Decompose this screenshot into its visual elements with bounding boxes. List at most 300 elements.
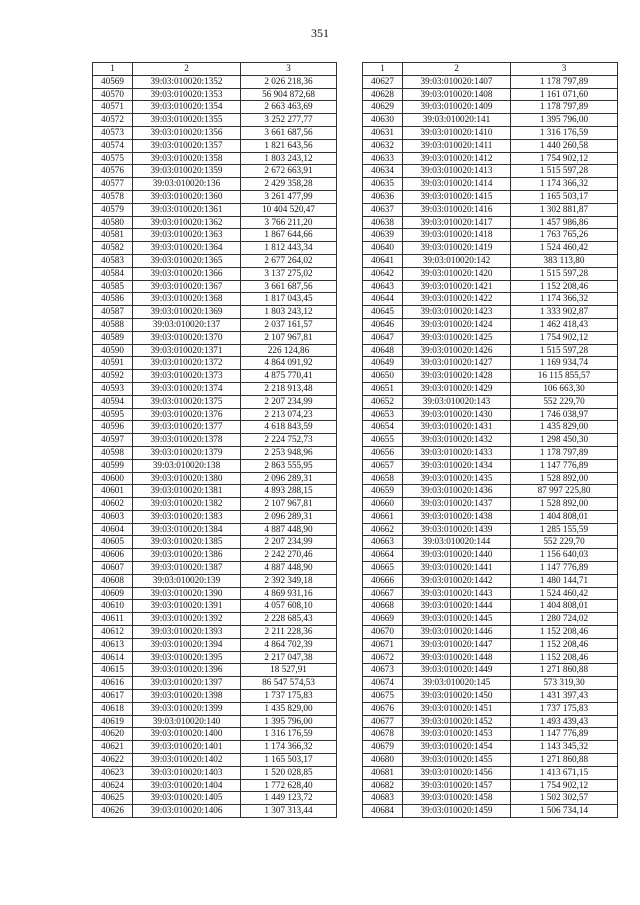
row-number-cell: 40610 [93,600,133,613]
row-number-cell: 40619 [93,715,133,728]
cadastral-number-cell: 39:03:010020:1434 [403,459,511,472]
value-cell: 1 316 176,59 [511,126,618,139]
value-cell: 1 737 175,83 [511,702,618,715]
cadastral-number-cell: 39:03:010020:1356 [133,126,241,139]
table-row [93,638,337,651]
table-row [93,715,337,728]
table-row [93,88,337,101]
cadastral-number-cell: 39:03:010020:1427 [403,357,511,370]
value-cell: 552 229,70 [511,536,618,549]
value-cell: 16 115 855,57 [511,370,618,383]
cadastral-number-cell: 39:03:010020:1407 [403,75,511,88]
cadastral-number-cell: 39:03:010020:1373 [133,370,241,383]
row-number-cell: 40644 [363,293,403,306]
row-number-cell: 40634 [363,165,403,178]
row-number-cell: 40571 [93,101,133,114]
cadastral-number-cell: 39:03:010020:1402 [133,754,241,767]
row-number-cell: 40627 [363,75,403,88]
table-row [363,485,618,498]
table-row [93,690,337,703]
value-cell: 4 057 608,10 [241,600,337,613]
value-cell: 1 431 397,43 [511,690,618,703]
cadastral-number-cell: 39:03:010020:1428 [403,370,511,383]
value-cell: 1 462 418,43 [511,318,618,331]
page-number: 351 [311,26,329,40]
table-row [93,242,337,255]
cadastral-number-cell: 39:03:010020:1358 [133,152,241,165]
table-row [93,421,337,434]
value-cell: 1 143 345,32 [511,741,618,754]
cadastral-number-cell: 39:03:010020:1437 [403,498,511,511]
value-cell: 2 228 685,43 [241,613,337,626]
cadastral-number-cell: 39:03:010020:1419 [403,242,511,255]
value-cell: 226 124,86 [241,344,337,357]
cadastral-number-cell: 39:03:010020:1451 [403,702,511,715]
value-cell: 1 152 208,46 [511,638,618,651]
table-row [93,664,337,677]
row-number-cell: 40592 [93,370,133,383]
value-cell: 2 429 358,28 [241,178,337,191]
table-row [363,139,618,152]
cadastral-number-cell: 39:03:010020:1424 [403,318,511,331]
cadastral-number-cell: 39:03:010020:1447 [403,638,511,651]
value-cell: 2 213 074,23 [241,408,337,421]
row-number-cell: 40652 [363,395,403,408]
value-cell: 1 502 302,57 [511,792,618,805]
cadastral-number-cell: 39:03:010020:1439 [403,523,511,536]
cadastral-number-cell: 39:03:010020:1372 [133,357,241,370]
table-row [363,280,618,293]
value-cell: 1 754 902,12 [511,779,618,792]
value-cell: 1 285 155,59 [511,523,618,536]
cadastral-number-cell: 39:03:010020:1377 [133,421,241,434]
row-number-cell: 40677 [363,715,403,728]
value-cell: 1 493 439,43 [511,715,618,728]
table-row [93,306,337,319]
table-row [93,459,337,472]
row-number-cell: 40625 [93,792,133,805]
table-row [363,357,618,370]
cadastral-number-cell: 39:03:010020:1367 [133,280,241,293]
cadastral-number-cell: 39:03:010020:1457 [403,779,511,792]
row-number-cell: 40593 [93,382,133,395]
row-number-cell: 40585 [93,280,133,293]
table-row [93,651,337,664]
column-header-cadastral-number: 2 [403,63,511,76]
value-cell: 2 218 913,48 [241,382,337,395]
cadastral-number-cell: 39:03:010020:1376 [133,408,241,421]
table-row [93,626,337,639]
row-number-cell: 40666 [363,574,403,587]
row-number-cell: 40590 [93,344,133,357]
table-row [363,446,618,459]
table-row [93,190,337,203]
value-cell: 1 515 597,28 [511,267,618,280]
row-number-cell: 40648 [363,344,403,357]
row-number-cell: 40591 [93,357,133,370]
row-number-cell: 40655 [363,434,403,447]
cadastral-number-cell: 39:03:010020:1431 [403,421,511,434]
value-cell: 2 242 270,46 [241,549,337,562]
row-number-cell: 40622 [93,754,133,767]
cadastral-number-cell: 39:03:010020:1453 [403,728,511,741]
cadastral-number-cell: 39:03:010020:1365 [133,254,241,267]
value-cell: 2 096 289,31 [241,510,337,523]
row-number-cell: 40578 [93,190,133,203]
cadastral-number-cell: 39:03:010020:138 [133,459,241,472]
cadastral-number-cell: 39:03:010020:1413 [403,165,511,178]
table-row [363,702,618,715]
table-row [363,805,618,818]
value-cell: 1 515 597,28 [511,344,618,357]
value-cell: 2 677 264,02 [241,254,337,267]
value-cell: 1 435 829,00 [241,702,337,715]
cadastral-number-cell: 39:03:010020:1374 [133,382,241,395]
table-row [93,229,337,242]
cadastral-number-cell: 39:03:010020:1366 [133,267,241,280]
table-row [363,126,618,139]
value-cell: 56 904 872,68 [241,88,337,101]
table-row [363,434,618,447]
row-number-cell: 40572 [93,114,133,127]
cadastral-number-cell: 39:03:010020:1361 [133,203,241,216]
row-number-cell: 40671 [363,638,403,651]
row-number-cell: 40607 [93,562,133,575]
cadastral-number-cell: 39:03:010020:1435 [403,472,511,485]
value-cell: 1 524 460,42 [511,242,618,255]
cadastral-number-cell: 39:03:010020:143 [403,395,511,408]
cadastral-number-cell: 39:03:010020:1433 [403,446,511,459]
row-number-cell: 40645 [363,306,403,319]
cadastral-number-cell: 39:03:010020:1418 [403,229,511,242]
table-row [363,754,618,767]
table-row [363,318,618,331]
row-number-cell: 40670 [363,626,403,639]
cadastral-number-cell: 39:03:010020:1442 [403,574,511,587]
table-row [93,357,337,370]
table-row [93,728,337,741]
cadastral-number-cell: 39:03:010020:1380 [133,472,241,485]
row-number-cell: 40580 [93,216,133,229]
cadastral-number-cell: 39:03:010020:1423 [403,306,511,319]
value-cell: 1 520 028,85 [241,766,337,779]
value-cell: 1 812 443,34 [241,242,337,255]
row-number-cell: 40663 [363,536,403,549]
row-number-cell: 40639 [363,229,403,242]
cadastral-number-cell: 39:03:010020:1430 [403,408,511,421]
table-row [93,472,337,485]
row-number-cell: 40612 [93,626,133,639]
value-cell: 4 618 843,59 [241,421,337,434]
value-cell: 1 316 176,59 [241,728,337,741]
value-cell: 4 864 702,39 [241,638,337,651]
value-cell: 2 253 948,96 [241,446,337,459]
cadastral-number-cell: 39:03:010020:1408 [403,88,511,101]
cadastral-number-cell: 39:03:010020:1394 [133,638,241,651]
table-row [363,114,618,127]
row-number-cell: 40608 [93,574,133,587]
row-number-cell: 40684 [363,805,403,818]
cadastral-number-cell: 39:03:010020:1359 [133,165,241,178]
cadastral-table-left [92,62,337,818]
table-row [363,101,618,114]
row-number-cell: 40642 [363,267,403,280]
value-cell: 106 663,30 [511,382,618,395]
table-row [363,766,618,779]
cadastral-number-cell: 39:03:010020:1375 [133,395,241,408]
row-number-cell: 40576 [93,165,133,178]
cadastral-number-cell: 39:03:010020:1378 [133,434,241,447]
table-row [363,472,618,485]
value-cell: 1 165 503,17 [511,190,618,203]
value-cell: 87 997 225,80 [511,485,618,498]
table-row [363,267,618,280]
row-number-cell: 40651 [363,382,403,395]
cadastral-number-cell: 39:03:010020:1352 [133,75,241,88]
cadastral-number-cell: 39:03:010020:1385 [133,536,241,549]
cadastral-number-cell: 39:03:010020:1429 [403,382,511,395]
cadastral-number-cell: 39:03:010020:140 [133,715,241,728]
table-row [93,331,337,344]
value-cell: 1 169 934,74 [511,357,618,370]
cadastral-number-cell: 39:03:010020:1421 [403,280,511,293]
row-number-cell: 40682 [363,779,403,792]
table-row [363,741,618,754]
cadastral-number-cell: 39:03:010020:1405 [133,792,241,805]
table-row [363,613,618,626]
cadastral-table-right [362,62,618,818]
table-row [93,613,337,626]
value-cell: 4 893 288,15 [241,485,337,498]
cadastral-number-cell: 39:03:010020:1363 [133,229,241,242]
row-number-cell: 40602 [93,498,133,511]
value-cell: 1 413 671,15 [511,766,618,779]
table-row [363,510,618,523]
cadastral-number-cell: 39:03:010020:1426 [403,344,511,357]
cadastral-number-cell: 39:03:010020:1364 [133,242,241,255]
row-number-cell: 40604 [93,523,133,536]
row-number-cell: 40617 [93,690,133,703]
value-cell: 383 113,80 [511,254,618,267]
cadastral-number-cell: 39:03:010020:1415 [403,190,511,203]
value-cell: 1 737 175,83 [241,690,337,703]
value-cell: 4 864 091,92 [241,357,337,370]
value-cell: 4 887 448,90 [241,523,337,536]
row-number-cell: 40667 [363,587,403,600]
value-cell: 1 302 881,87 [511,203,618,216]
row-number-cell: 40669 [363,613,403,626]
cadastral-number-cell: 39:03:010020:1456 [403,766,511,779]
cadastral-number-cell: 39:03:010020:144 [403,536,511,549]
value-cell: 3 252 277,77 [241,114,337,127]
value-cell: 3 137 275,02 [241,267,337,280]
table-row [93,101,337,114]
cadastral-number-cell: 39:03:010020:1386 [133,549,241,562]
table-row [363,408,618,421]
cadastral-number-cell: 39:03:010020:1381 [133,485,241,498]
cadastral-number-cell: 39:03:010020:1406 [133,805,241,818]
row-number-cell: 40675 [363,690,403,703]
cadastral-number-cell: 39:03:010020:1353 [133,88,241,101]
value-cell: 2 224 752,73 [241,434,337,447]
table-header-row [93,63,337,76]
table-row [363,395,618,408]
row-number-cell: 40577 [93,178,133,191]
row-number-cell: 40600 [93,472,133,485]
table-row [93,536,337,549]
cadastral-number-cell: 39:03:010020:1417 [403,216,511,229]
value-cell: 1 803 243,12 [241,306,337,319]
cadastral-number-cell: 39:03:010020:1401 [133,741,241,754]
value-cell: 1 298 450,30 [511,434,618,447]
row-number-cell: 40632 [363,139,403,152]
column-header-number: 1 [93,63,133,76]
row-number-cell: 40596 [93,421,133,434]
cadastral-number-cell: 39:03:010020:1445 [403,613,511,626]
cadastral-number-cell: 39:03:010020:1422 [403,293,511,306]
table-row [93,510,337,523]
cadastral-number-cell: 39:03:010020:1449 [403,664,511,677]
row-number-cell: 40613 [93,638,133,651]
row-number-cell: 40579 [93,203,133,216]
table-row [363,203,618,216]
row-number-cell: 40643 [363,280,403,293]
table-header-row [363,63,618,76]
table-row [363,690,618,703]
cadastral-number-cell: 39:03:010020:1399 [133,702,241,715]
row-number-cell: 40614 [93,651,133,664]
table-row [363,728,618,741]
cadastral-number-cell: 39:03:010020:1441 [403,562,511,575]
column-header-value: 3 [511,63,618,76]
row-number-cell: 40672 [363,651,403,664]
value-cell: 3 661 687,56 [241,280,337,293]
value-cell: 3 766 211,20 [241,216,337,229]
row-number-cell: 40574 [93,139,133,152]
row-number-cell: 40621 [93,741,133,754]
row-number-cell: 40629 [363,101,403,114]
table-row [93,395,337,408]
value-cell: 1 449 123,72 [241,792,337,805]
row-number-cell: 40618 [93,702,133,715]
row-number-cell: 40656 [363,446,403,459]
cadastral-number-cell: 39:03:010020:1450 [403,690,511,703]
value-cell: 2 663 463,69 [241,101,337,114]
table-row [93,523,337,536]
table-row [93,677,337,690]
value-cell: 3 261 477,99 [241,190,337,203]
value-cell: 1 174 366,32 [511,293,618,306]
row-number-cell: 40597 [93,434,133,447]
row-number-cell: 40662 [363,523,403,536]
table-row [363,587,618,600]
table-row [93,382,337,395]
value-cell: 4 887 448,90 [241,562,337,575]
value-cell: 2 026 218,36 [241,75,337,88]
table-row [93,165,337,178]
row-number-cell: 40628 [363,88,403,101]
row-number-cell: 40601 [93,485,133,498]
cadastral-number-cell: 39:03:010020:1369 [133,306,241,319]
table-row [93,792,337,805]
row-number-cell: 40609 [93,587,133,600]
row-number-cell: 40586 [93,293,133,306]
table-row [363,600,618,613]
value-cell: 1 506 734,14 [511,805,618,818]
row-number-cell: 40570 [93,88,133,101]
value-cell: 552 229,70 [511,395,618,408]
cadastral-number-cell: 39:03:010020:142 [403,254,511,267]
value-cell: 1 754 902,12 [511,152,618,165]
table-row [363,677,618,690]
cadastral-number-cell: 39:03:010020:1398 [133,690,241,703]
value-cell: 1 528 892,00 [511,498,618,511]
value-cell: 1 528 892,00 [511,472,618,485]
row-number-cell: 40647 [363,331,403,344]
table-row [363,562,618,575]
row-number-cell: 40657 [363,459,403,472]
cadastral-number-cell: 39:03:010020:1409 [403,101,511,114]
value-cell: 1 395 796,00 [241,715,337,728]
table-row [93,434,337,447]
cadastral-number-cell: 39:03:010020:1382 [133,498,241,511]
table-row [363,190,618,203]
cadastral-number-cell: 39:03:010020:1403 [133,766,241,779]
table-row [363,370,618,383]
table-row [93,293,337,306]
value-cell: 1 754 902,12 [511,331,618,344]
table-row [363,331,618,344]
value-cell: 1 395 796,00 [511,114,618,127]
value-cell: 1 803 243,12 [241,152,337,165]
table-row [93,741,337,754]
value-cell: 1 817 043,45 [241,293,337,306]
table-row [93,702,337,715]
table-row [363,459,618,472]
row-number-cell: 40641 [363,254,403,267]
cadastral-number-cell: 39:03:010020:1397 [133,677,241,690]
row-number-cell: 40679 [363,741,403,754]
value-cell: 3 661 687,56 [241,126,337,139]
value-cell: 1 147 776,89 [511,728,618,741]
table-row [363,792,618,805]
row-number-cell: 40649 [363,357,403,370]
table-row [363,229,618,242]
cadastral-number-cell: 39:03:010020:1391 [133,600,241,613]
row-number-cell: 40640 [363,242,403,255]
row-number-cell: 40606 [93,549,133,562]
value-cell: 1 152 208,46 [511,280,618,293]
cadastral-number-cell: 39:03:010020:1360 [133,190,241,203]
table-row [93,562,337,575]
row-number-cell: 40636 [363,190,403,203]
value-cell: 1 333 902,87 [511,306,618,319]
value-cell: 2 207 234,99 [241,395,337,408]
value-cell: 1 515 597,28 [511,165,618,178]
row-number-cell: 40587 [93,306,133,319]
value-cell: 1 174 366,32 [511,178,618,191]
table-row [93,114,337,127]
column-header-number: 1 [363,63,403,76]
value-cell: 1 152 208,46 [511,626,618,639]
cadastral-number-cell: 39:03:010020:1444 [403,600,511,613]
row-number-cell: 40582 [93,242,133,255]
cadastral-number-cell: 39:03:010020:1383 [133,510,241,523]
row-number-cell: 40659 [363,485,403,498]
table-row [93,178,337,191]
row-number-cell: 40681 [363,766,403,779]
table-row [363,574,618,587]
